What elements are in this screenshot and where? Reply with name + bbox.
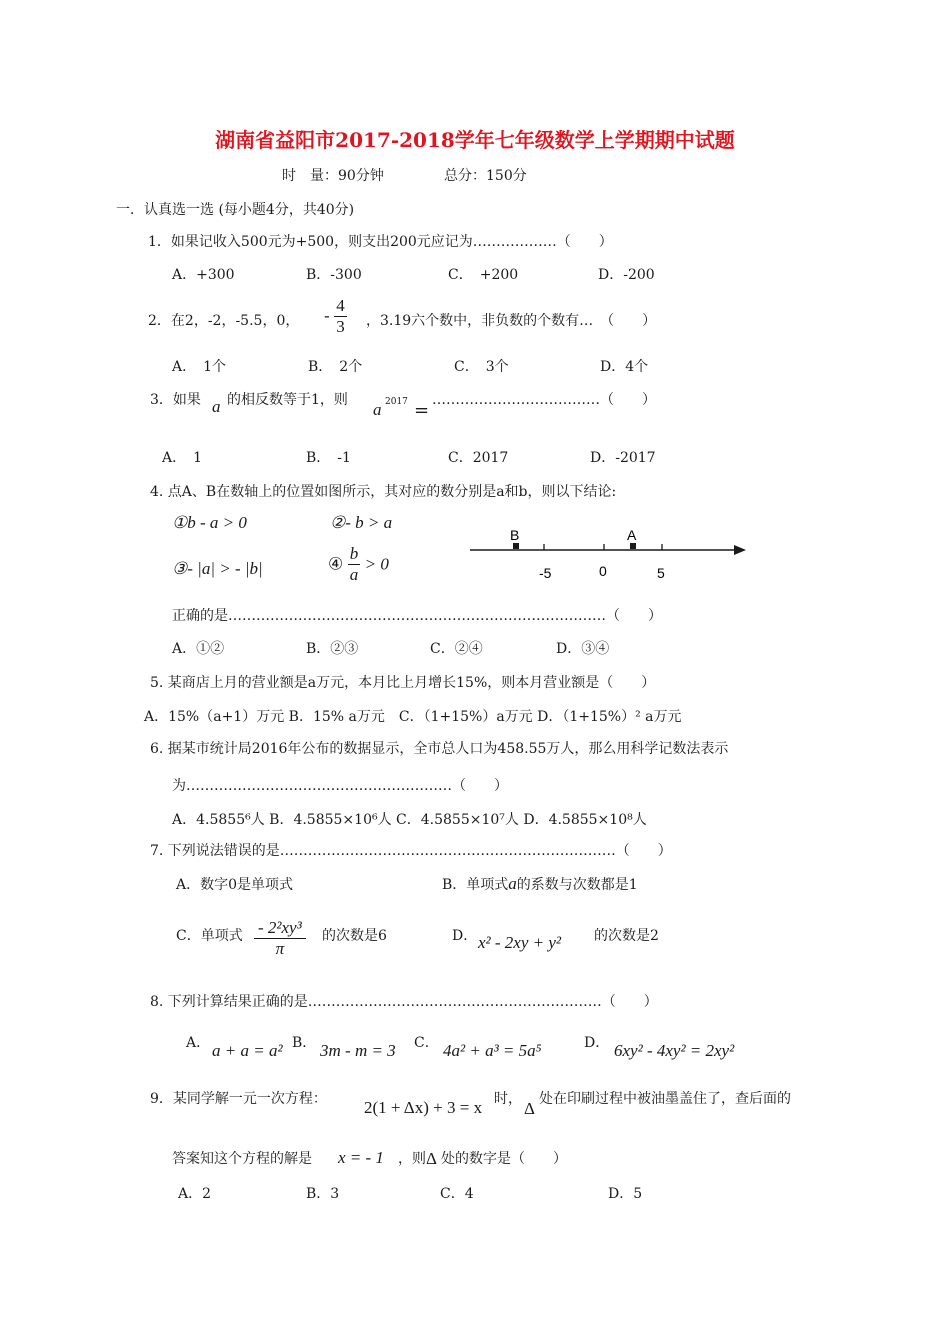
q2-stem-b: ，3.19六个数中，非负数的个数有… （ ） — [366, 313, 657, 329]
q3-stem-b: 的相反数等于1，则 — [227, 392, 348, 408]
q7-opt-d-expr: x² - 2xy + y² — [478, 933, 562, 952]
arrow-icon — [734, 545, 746, 555]
tick-label-5: 5 — [657, 565, 665, 581]
q7-stem: 7. 下列说法错误的是………………………………………………………………（ ） — [150, 843, 672, 859]
q7-opt-d-label: D． — [452, 928, 478, 944]
q3-power-base: a — [373, 400, 382, 419]
q8-opt-a-expr: a + a = a² — [212, 1041, 283, 1060]
q8-opt-b-expr: 3m - m = 3 — [320, 1041, 396, 1060]
q8-opt-b-label: B． — [292, 1035, 317, 1051]
q4-conclusion-3: ③- |a| > - |b| — [172, 559, 263, 578]
tick-label-0: 0 — [599, 563, 607, 579]
q2-stem-a: 2．在2，-2，-5.5，0， — [148, 313, 300, 329]
q5-options: A．15%（a+1）万元 B．15% a万元 C．（1+15%）a万元 D．（1+15%）² a万元 — [144, 709, 682, 725]
q9-opt-b: B．3 — [306, 1186, 340, 1202]
q7-opt-c-label: C．单项式 — [176, 928, 243, 944]
q7-opt-d-tail: 的次数是2 — [594, 928, 659, 944]
q4-tail: 正确的是………………………………………………………………………（ ） — [172, 608, 662, 624]
q9-stem-a: 9．某同学解一元一次方程： — [150, 1091, 327, 1107]
q4-c4-num: b — [349, 544, 359, 563]
q8-stem: 8. 下列计算结果正确的是………………………………………………………（ ） — [150, 994, 658, 1010]
q1-opt-d: D．-200 — [598, 267, 655, 283]
q9-line2-a: 答案知这个方程的解是 — [172, 1151, 312, 1167]
q9-line2-delta: Δ — [426, 1149, 437, 1168]
q4-conclusion-1: ①b - a > 0 — [172, 513, 247, 532]
number-line — [468, 524, 750, 588]
q6-stem: 6. 据某市统计局2016年公布的数据显示，全市总人口为458.55万人，那么用科学记数法表示 — [150, 741, 729, 757]
tick-label-neg5: -5 — [539, 565, 552, 581]
q3-stem-c: ………………………………（ ） — [432, 392, 656, 408]
q2-opt-c: C． 3个 — [454, 359, 509, 375]
q9-stem-c: 处在印刷过程中被油墨盖住了，查后面的 — [539, 1091, 791, 1107]
q3-var: a — [212, 397, 221, 416]
q6-options: A．4.5855⁶人 B．4.5855×10⁶人 C．4.5855×10⁷人 D．4.5855×10⁸人 — [172, 812, 647, 828]
q4-opt-a: A．①② — [172, 641, 225, 657]
q4-conclusion-2: ②- b > a — [330, 513, 393, 532]
q7-opt-c-tail: 的次数是6 — [322, 928, 387, 944]
q7-b-var: a — [508, 874, 517, 893]
point-a-label: A — [627, 527, 637, 543]
q9-opt-a: A．2 — [178, 1186, 212, 1202]
q7-c-den: π — [275, 939, 285, 958]
q9-line2-b: ，则 — [398, 1151, 426, 1167]
q3-opt-b: B． -1 — [306, 450, 351, 466]
q6-stem-2: 为…………………………………………………（ ） — [172, 778, 508, 794]
q8-opt-a-label: A． — [186, 1035, 211, 1051]
q4-conclusion-4 — [328, 544, 389, 585]
q7-b-text-b: 的系数与次数都是1 — [516, 877, 638, 893]
q2-num: 4 — [336, 296, 345, 315]
q7-opt-c-fraction — [254, 918, 306, 959]
q9-delta: Δ — [524, 1099, 535, 1118]
q4-stem: 4. 点A、B在数轴上的位置如图所示，其对应的数分别是a和b，则以下结论: — [150, 484, 617, 500]
page-title: 湖南省益阳市2017-2018学年七年级数学上学期期中试题 — [215, 128, 735, 152]
q9-opt-c: C．4 — [440, 1186, 474, 1202]
q5-stem: 5. 某商店上月的营业额是a万元，本月比上月增长15%，则本月营业额是（ ） — [150, 675, 656, 691]
q8-opt-d-expr: 6xy² - 4xy² = 2xy² — [614, 1041, 735, 1060]
q4-opt-c: C．②④ — [430, 641, 483, 657]
q4-opt-d: D．③④ — [556, 641, 610, 657]
q8-opt-c-expr: 4a² + a³ = 5a⁵ — [443, 1041, 542, 1060]
point-b-marker — [513, 543, 519, 549]
q2-opt-a: A． 1个 — [172, 359, 227, 375]
section-heading: 一．认真选一选 (每小题4分，共40分) — [116, 202, 355, 218]
q3-opt-d: D．-2017 — [590, 450, 656, 466]
q9-equation: 2(1 + Δx) + 3 = x — [364, 1098, 483, 1117]
q2-fraction — [324, 296, 347, 337]
q4-opt-b: B．②③ — [306, 641, 359, 657]
q2-opt-b: B． 2个 — [308, 359, 363, 375]
q9-solution: x = - 1 — [338, 1148, 384, 1167]
exam-total: 总分：150分 — [444, 168, 527, 184]
q7-opt-b — [442, 874, 638, 894]
point-b-label: B — [510, 527, 520, 543]
q7-opt-a: A．数字0是单项式 — [176, 877, 294, 893]
exam-time: 时 量：90分钟 — [282, 168, 384, 184]
q7-b-text-a: B．单项式 — [442, 877, 509, 893]
q2-opt-d: D．4个 — [600, 359, 649, 375]
q4-c4-tail: > 0 — [364, 554, 389, 574]
q9-line2-c: 处的数字是（ ） — [441, 1151, 567, 1167]
q7-c-num: - 2²xy³ — [254, 918, 306, 939]
q9-stem-b: 时， — [494, 1091, 522, 1107]
q4-c4-den: a — [349, 565, 359, 584]
q4-c4-mark: ④ — [328, 554, 344, 575]
q2-minus: - — [324, 306, 330, 327]
q1-stem: 1．如果记收入500元为+500，则支出200元应记为………………（ ） — [148, 234, 613, 250]
q3-opt-a: A． 1 — [162, 450, 203, 466]
q3-equals: = — [414, 400, 430, 421]
q9-opt-d: D．5 — [608, 1186, 643, 1202]
q3-stem-a: 3．如果 — [150, 392, 201, 408]
point-a-marker — [630, 543, 636, 549]
q8-opt-d-label: D． — [584, 1035, 610, 1051]
q8-opt-c-label: C． — [414, 1035, 439, 1051]
q1-opt-c: C． +200 — [448, 267, 519, 283]
q1-opt-b: B．-300 — [306, 267, 362, 283]
q3-power-exp: 2017 — [385, 397, 408, 407]
q2-den: 3 — [336, 317, 345, 336]
q3-opt-c: C．2017 — [448, 450, 509, 466]
q1-opt-a: A．+300 — [172, 267, 235, 283]
